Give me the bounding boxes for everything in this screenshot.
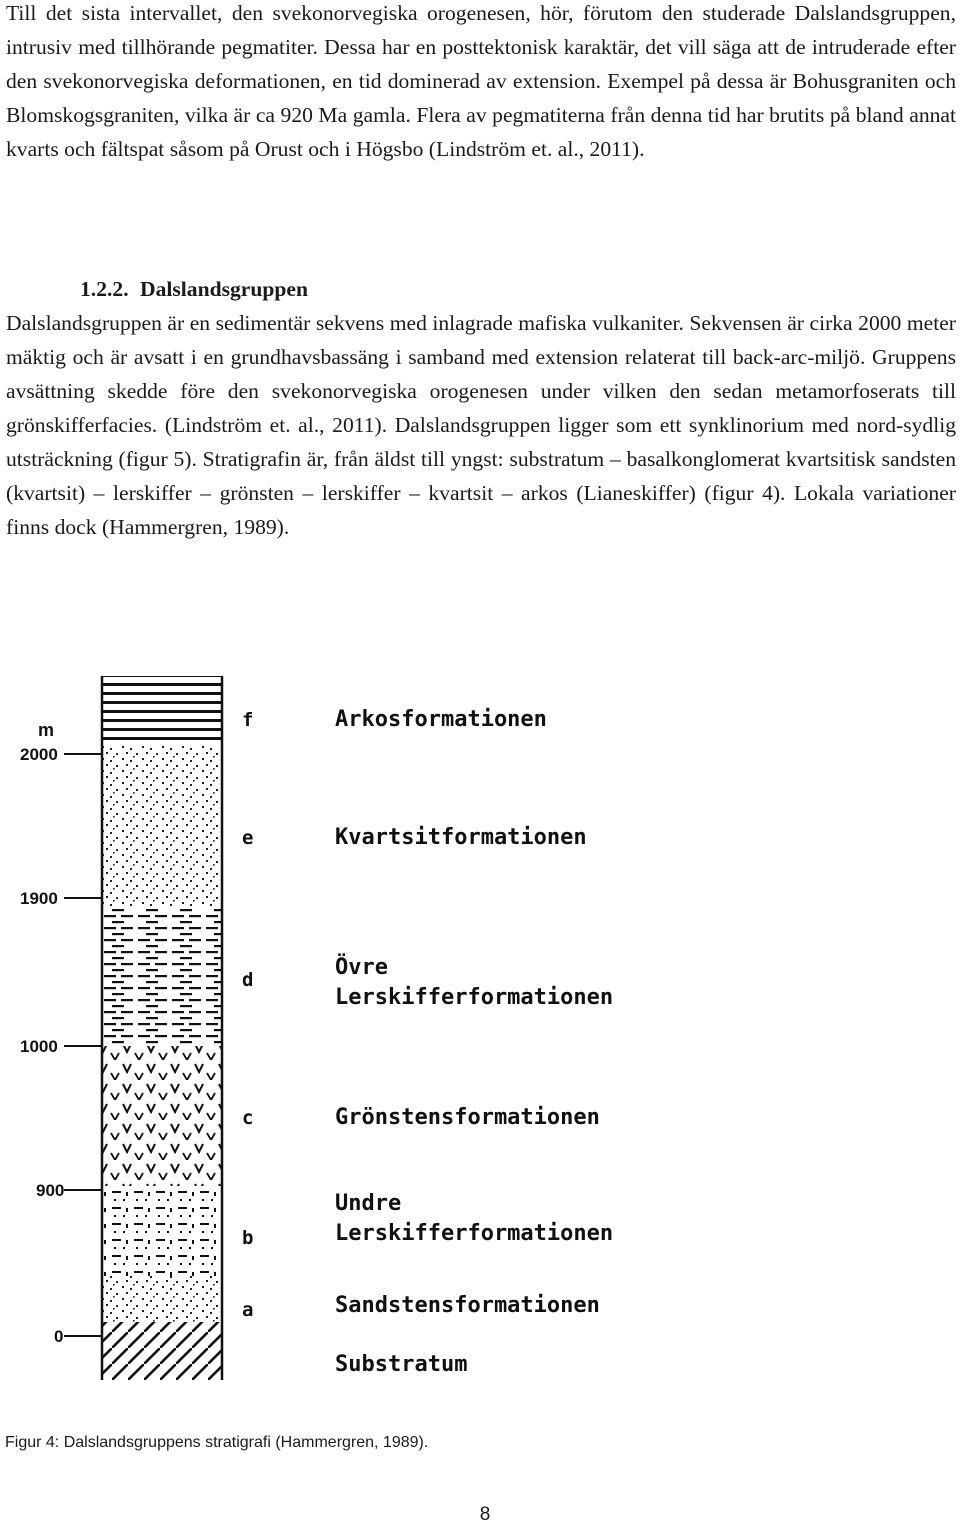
unit-name-gronsten: Grönstensformationen bbox=[335, 1105, 600, 1130]
layer-sandsten bbox=[102, 1276, 222, 1322]
unit-letter-c: c bbox=[242, 1107, 254, 1129]
unit-name-arkos: Arkosformationen bbox=[335, 707, 547, 732]
scale-tick-2000: 2000 bbox=[20, 745, 58, 764]
unit-letter-f: f bbox=[242, 709, 254, 731]
unit-name-ovre: Övre bbox=[335, 955, 388, 980]
unit-name-undre-lerskiffer: Lerskifferformationen bbox=[335, 1221, 614, 1246]
unit-letter-a: a bbox=[242, 1299, 254, 1321]
scale-tick-900: 900 bbox=[36, 1181, 65, 1200]
layer-arkos bbox=[102, 676, 222, 746]
intro-paragraph: Till det sista intervallet, den svekonorvegiska orogenesen, hör, förutom den studerade Dalslandsgruppen, intrusiv med tillhörande pegmatiter. Dessa har en posttektonisk karaktär, det vill säga att de intruderade efter den svekonorvegiska deformationen, en tid dominerad av extension. Exempel på dessa är Bohusgraniten och Blomskogsgraniten, vilka är ca 920 Ma gamla. Flera av pegmatiterna från denna tid har brutits på bland annat kvarts och fältspat såsom på Orust och i Högsbo (Lindström et. al., 2011). bbox=[6, 1, 956, 161]
unit-name-sandsten: Sandstensformationen bbox=[335, 1293, 600, 1318]
figure-caption: Figur 4: Dalslandsgruppens stratigrafi (Hammergren, 1989). bbox=[5, 1434, 429, 1451]
section-paragraph: Dalslandsgruppen är en sedimentär sekvens med inlagrade mafiska vulkaniter. Sekvensen är cirka 2000 meter mäktig och är avsatt i en grundhavsbassäng i samband med extension relaterat till back-arc-miljö. Gruppens avsättning skedde före den svekonorvegiska orogenesen under vilken den sedan metamorfoserats till grönskifferfacies. (Lindström et. al., 2011). Dalslandsgruppen ligger som ett synklinorium med nord-sydlig utsträckning (figur 5). Stratigrafin är, från äldst till yngst: substratum – basalkonglomerat kvartsitisk sandsten (kvartsit) – lerskiffer – grönsten – lerskiffer – kvartsit – arkos (Lianeskiffer) (figur 4). Lokala variationer finns dock (Hammergren, 1989). bbox=[6, 311, 956, 539]
unit-name-kvartsit: Kvartsitformationen bbox=[335, 825, 587, 850]
layer-kvartsit bbox=[102, 746, 222, 906]
layer-undre-lerskiffer bbox=[102, 1186, 222, 1276]
unit-letter-e: e bbox=[242, 827, 254, 849]
layer-ovre-lerskiffer bbox=[102, 906, 222, 1046]
page-number: 8 bbox=[479, 1504, 491, 1525]
stratigraphy-figure bbox=[0, 660, 960, 1420]
scale-tick-1000: 1000 bbox=[20, 1037, 58, 1056]
scale-tick-0: 0 bbox=[54, 1327, 64, 1346]
unit-letter-d: d bbox=[242, 969, 254, 991]
section-title: Dalslandsgruppen bbox=[140, 277, 309, 301]
unit-name-undre: Undre bbox=[335, 1191, 402, 1216]
section-number: 1.2.2. bbox=[80, 277, 129, 301]
unit-name-ovre-lerskiffer: Lerskifferformationen bbox=[335, 985, 614, 1010]
unit-name-substratum: Substratum bbox=[335, 1352, 468, 1377]
layer-gronsten bbox=[102, 1046, 222, 1186]
layer-substratum bbox=[102, 1322, 222, 1380]
scale-tick-1900: 1900 bbox=[20, 889, 58, 908]
unit-letter-b: b bbox=[242, 1227, 254, 1249]
scale-unit-label: m bbox=[38, 720, 55, 740]
section-heading bbox=[80, 272, 308, 306]
